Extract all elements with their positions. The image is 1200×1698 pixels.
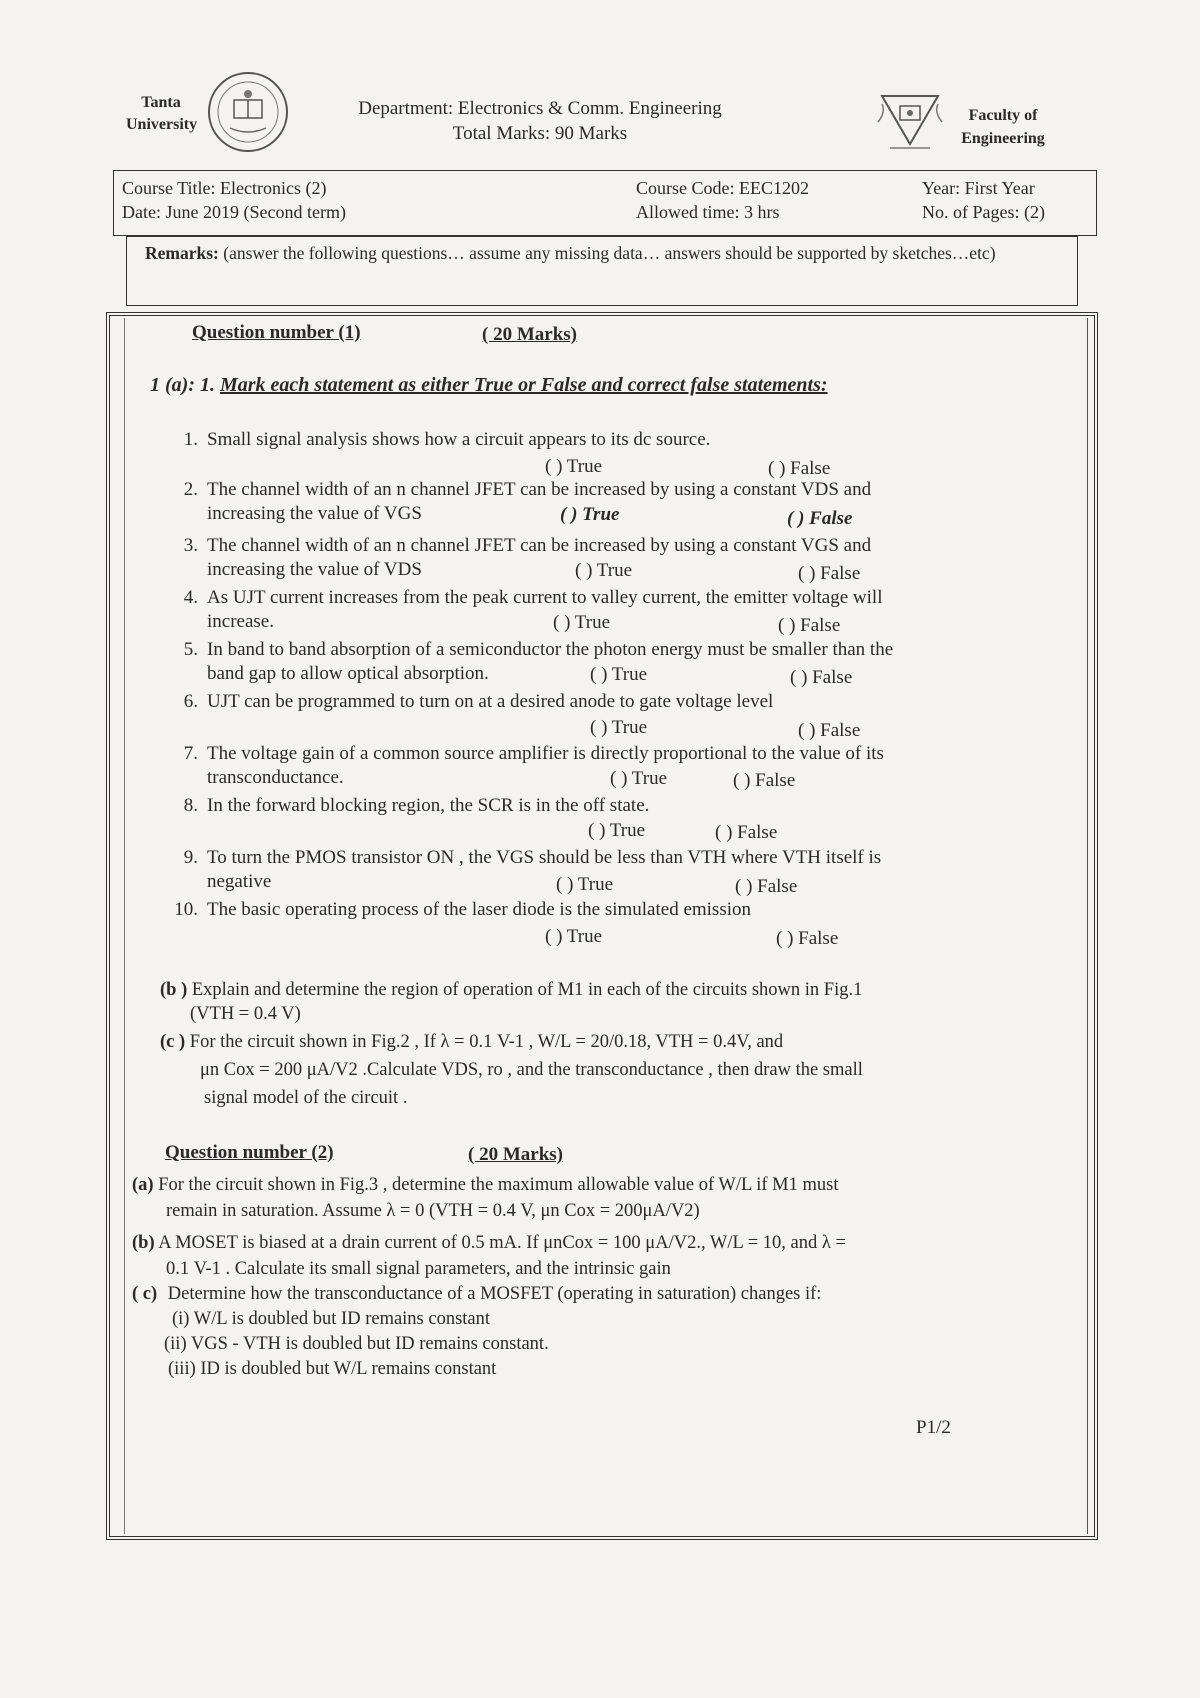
tf-item-6: 6. UJT can be programmed to turn on at a desired anode to gate voltage level: [183, 691, 774, 712]
tf-item-7: 7. The voltage gain of a common source amplifier is directly proportional to the value of its transconductance.: [183, 743, 884, 788]
university-name: Tanta University: [126, 94, 198, 133]
q2-c-i: (i) W/L is doubled but ID remains constant: [172, 1309, 491, 1329]
q1-part-a: [150, 374, 828, 397]
remarks-text: (answer the following questions… assume any missing data… answers should be supported by sketches…etc): [223, 243, 996, 263]
allowed-time: Allowed time: 3 hrs: [636, 202, 780, 222]
tf-item-1: 1. Small signal analysis shows how a circuit appears to its dc source.: [183, 429, 711, 450]
tf-item-9: 9. To turn the PMOS transistor ON , the VGS should be less than VTH where VTH itself is negative: [183, 847, 882, 892]
course-info-box: [113, 170, 1097, 236]
page-count: No. of Pages: (2): [922, 202, 1045, 222]
q2-part-c: ( c) Determine how the transconductance of a MOSFET (operating in saturation) changes if: (i) W/L is doubled but ID remains constant (ii) VGS - VTH is doubled but ID remains constant. (iii) ID is doubled but W/L remains constant: [132, 1284, 822, 1379]
tf-4-true[interactable]: ( ) True: [553, 612, 611, 633]
tf-3-false[interactable]: ( ) False: [798, 563, 861, 584]
tf-item-8: 8. In the forward blocking region, the SCR is in the off state.: [183, 795, 650, 816]
remarks-box: [126, 236, 1078, 306]
tf-9-false[interactable]: ( ) False: [735, 876, 798, 897]
tf-5-true[interactable]: ( ) True: [590, 664, 648, 685]
q1-title: Question number (1): [192, 322, 361, 343]
q1-part-b: (b ) Explain and determine the region of operation of M1 in each of the circuits shown in Fig.1 (VTH = 0.4 V): [160, 980, 863, 1024]
q1-part-c: (c ) For the circuit shown in Fig.2 , If λ = 0.1 V-1 , W/L = 20/0.18, VTH = 0.4V, and μn Cox = 200 μA/V2 .Calculate VDS, ro , and the transconductance , then draw the small signal model of the circuit .: [160, 1032, 863, 1108]
q2-part-b: (b) A MOSET is biased at a drain current of 0.5 mA. If μnCox = 100 μA/V2., W/L = 10, and λ = 0.1 V-1 . Calculate its small signal parameters, and the intrinsic gain: [132, 1233, 846, 1279]
tf-9-true[interactable]: ( ) True: [556, 874, 614, 895]
tf-4-false[interactable]: ( ) False: [778, 615, 841, 636]
year: Year: First Year: [922, 178, 1035, 198]
q2-c-iii: (iii) ID is doubled but W/L remains constant: [168, 1359, 497, 1379]
tf-6-false[interactable]: ( ) False: [798, 720, 861, 741]
tf-5-false[interactable]: ( ) False: [790, 667, 853, 688]
tf-3-true[interactable]: ( ) True: [575, 560, 633, 581]
department-block: [320, 96, 760, 146]
tf-1-false[interactable]: ( ) False: [768, 458, 831, 479]
tf-7-false[interactable]: ( ) False: [733, 770, 796, 791]
faculty-name: Faculty of Engineering: [961, 107, 1045, 147]
tf-2-true[interactable]: ( ) True: [560, 504, 620, 525]
tf-6-true[interactable]: ( ) True: [590, 717, 648, 738]
department-name: Department: Electronics & Comm. Engineering: [358, 98, 722, 119]
university-seal-icon: [206, 70, 290, 154]
tf-item-5: 5. In band to band absorption of a semiconductor the photon energy must be smaller than the band gap to allow optical absorption.: [183, 639, 894, 684]
page-number: P1/2: [916, 1417, 951, 1438]
tf-8-false[interactable]: ( ) False: [715, 822, 778, 843]
tf-item-10: 10. The basic operating process of the laser diode is the simulated emission: [174, 899, 751, 920]
q1-part-a-instruction: Mark each statement as either True or False and correct false statements:: [219, 374, 828, 396]
remarks-label: Remarks:: [145, 243, 219, 263]
exam-date: Date: June 2019 (Second term): [122, 202, 346, 222]
tf-item-4: 4. As UJT current increases from the peak current to valley current, the emitter voltage will increase.: [183, 587, 883, 632]
tf-1-true[interactable]: ( ) True: [545, 456, 603, 477]
q2-c-ii: (ii) VGS - VTH is doubled but ID remains constant.: [164, 1334, 549, 1354]
tf-2-false[interactable]: ( ) False: [787, 508, 853, 529]
tf-10-true[interactable]: ( ) True: [545, 926, 603, 947]
tf-7-true[interactable]: ( ) True: [610, 768, 668, 789]
tf-item-2: 2. The channel width of an n channel JFET can be increased by using a constant VDS and increasing the value of VGS: [183, 479, 872, 524]
q2-marks: ( 20 Marks): [468, 1144, 563, 1165]
course-title: Course Title: Electronics (2): [122, 178, 327, 198]
q1-marks: ( 20 Marks): [482, 324, 577, 345]
q2-part-a: (a) For the circuit shown in Fig.3 , determine the maximum allowable value of W/L if M1 must remain in saturation. Assume λ = 0 (VTH = 0.4 V, μn Cox = 200μA/V2): [132, 1175, 839, 1221]
q1-part-a-prefix: 1 (a): 1.: [150, 374, 215, 396]
faculty-seal-icon: [872, 82, 948, 158]
tf-item-3: 3. The channel width of an n channel JFET can be increased by using a constant VGS and increasing the value of VDS: [183, 535, 872, 580]
course-code: Course Code: EEC1202: [636, 178, 809, 198]
tf-10-false[interactable]: ( ) False: [776, 928, 839, 949]
total-marks: Total Marks: 90 Marks: [452, 123, 628, 144]
q2-title: Question number (2): [165, 1142, 334, 1163]
tf-8-true[interactable]: ( ) True: [588, 820, 646, 841]
